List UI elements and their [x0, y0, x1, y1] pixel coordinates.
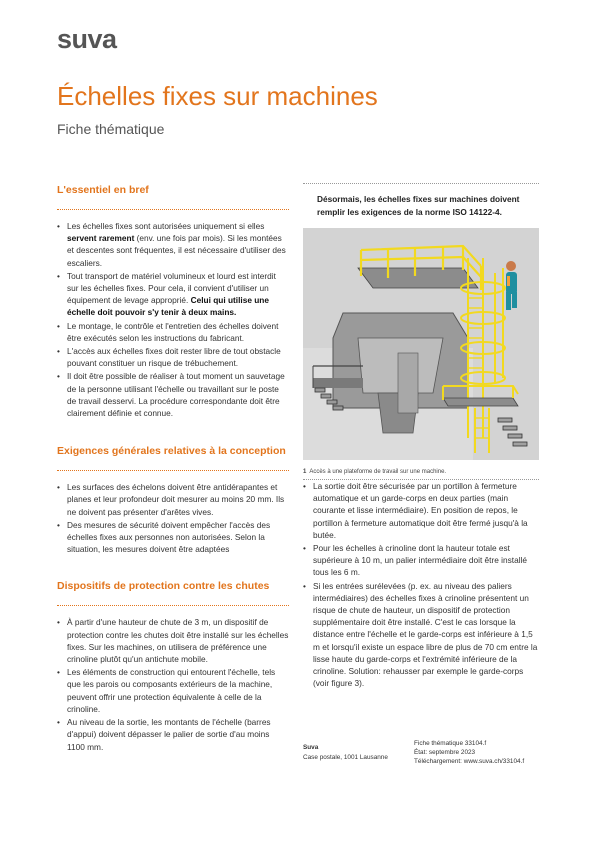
list-item: • Les échelles fixes sont autorisées uniquement si elles servent rarement (env. une fois par mois). Si les montées et descentes sont fréquentes, il est nécessaire d'utiliser des escaliers. [57, 220, 289, 269]
footer-address [303, 743, 388, 763]
bullet-list [57, 616, 289, 752]
figure-number: 1 [303, 469, 307, 475]
list-item: • Le montage, le contrôle et l'entretien des échelles doivent être exécutés selon les instructions du fabricant. [57, 320, 289, 344]
bullet-list [57, 220, 289, 419]
bullet-list [303, 480, 539, 689]
list-item: • Pour les échelles à crinoline dont la hauteur totale est supérieure à 10 m, un palier intermédiaire doit être installé tous les 6 m. [303, 542, 539, 579]
ladder-platform-drawing [303, 228, 539, 460]
footer-download: Téléchargement: www.suva.ch/33104.f [414, 758, 525, 765]
footer-doc-number: Fiche thématique 33104.f [414, 740, 487, 747]
section-heading: Exigences générales relatives à la conception [57, 445, 286, 458]
machine-illustration [303, 228, 539, 460]
page-title: Échelles fixes sur machines [57, 81, 378, 111]
list-item: • L'accès aux échelles fixes doit rester libre de tout obstacle pouvant constituer un risque de trébuchement. [57, 345, 289, 369]
footer-docinfo [414, 739, 524, 766]
list-item: • Tout transport de matériel volumineux et lourd est interdit sur les échelles fixes. Pour cela, il convient d'utiliser un équipement de levage approprié. Celui qui utilise une échelle doit pouvoir s'y tenir à deux mains. [57, 270, 289, 319]
list-item: • Les surfaces des échelons doivent être antidérapantes et planes et leur profondeur doit mesurer au moins 20 mm. Ils ne doivent pas présenter d'arêtes vives. [57, 481, 289, 518]
bullet-list [57, 481, 289, 555]
footer-state: État: septembre 2023 [414, 749, 476, 756]
list-item: • À partir d'une hauteur de chute de 3 m, un dispositif de protection contre les chutes doit être installé sur les échelles fixes. Sur les machines, on utilisera de préférence une crinoline plutôt qu'un antichute mobile. [57, 616, 289, 665]
list-item: • La sortie doit être sécurisée par un portillon à fermeture automatique et un garde-corps en deux parties (main courante et lisse intermédiaire). En position de repos, le portillon à fermeture automatique doit être fermé jusqu'à la butée. [303, 480, 539, 541]
suva-logo: suva [57, 24, 117, 54]
info-note: Désormais, les échelles fixes sur machines doivent remplir les exigences de la norme ISO 14122-4. [317, 194, 520, 217]
figure-caption-text: Accès à une plateforme de travail sur une machine. [309, 469, 447, 475]
left-column [57, 183, 289, 754]
list-item: • Des mesures de sécurité doivent empêcher l'accès des échelles fixes aux personnes non autorisées. Selon la situation, les mesures doivent être adaptées [57, 519, 289, 556]
section-divider [57, 470, 289, 471]
list-item: • Si les entrées surélevées (p. ex. au niveau des paliers intermédiaires) des échelles fixes à crinoline présentent un risque de chute de hauteur, un dispositif de protection supplémentaire doit être installé. C'est le cas lorsque la distance entre l'échelle et le garde-corps est inférieure à 1,5 m et lorsqu'il existe un espace libre de plus de 70 cm entre la lisse haute du garde-corps et l'extrémité inférieure de la crinoline. Solution: rehausser par exemple le garde-corps (voir figure 3). [303, 580, 539, 690]
right-column [303, 183, 539, 690]
page-subtitle: Fiche thématique [57, 121, 165, 137]
section-divider [57, 605, 289, 606]
footer-org: Suva [303, 744, 319, 751]
footer-address-line: Case postale, 1001 Lausanne [303, 754, 388, 761]
section-heading: L'essentiel en bref [57, 184, 149, 196]
list-item: • Les éléments de construction qui entourent l'échelle, tels que les parois ou composants extérieurs de la machine, peuvent offrir une protection équivalente à celle de la crinoline. [57, 666, 289, 715]
section-divider [57, 209, 289, 210]
list-item: • Au niveau de la sortie, les montants de l'échelle (barres d'appui) doivent dépasser le palier de sortie d'au moins 1100 mm. [57, 716, 289, 753]
figure-caption [303, 469, 539, 479]
list-item: • Il doit être possible de réaliser à tout moment un sauvetage de la personne utilisant l'échelle ou travaillant sur le poste de travail desservi. La procédure correspondante doit être clairement définie et connue. [57, 370, 289, 419]
section-heading: Dispositifs de protection contre les chutes [57, 580, 270, 593]
